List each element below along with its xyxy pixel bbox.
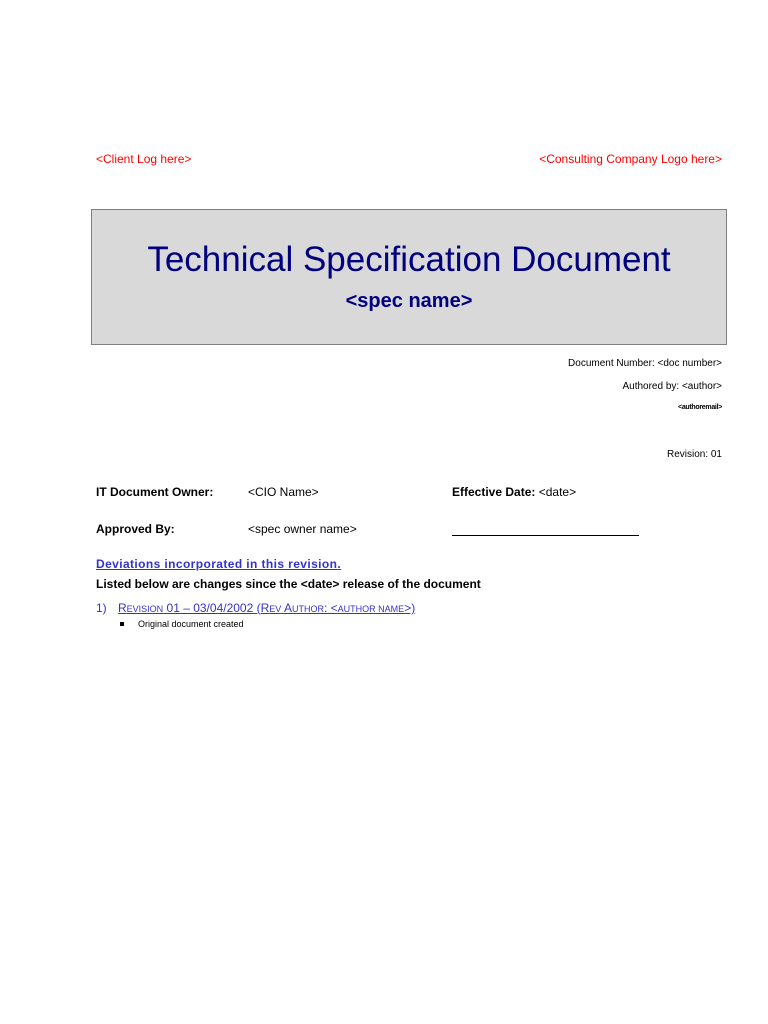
revision-number: Revision: 01 — [666, 449, 722, 460]
approved-label: Approved By: — [96, 522, 175, 536]
owner-value: <CIO Name> — [248, 485, 319, 499]
bullet-icon — [120, 622, 124, 626]
revision-bullet-item — [120, 619, 244, 629]
document-number: Document Number: <doc number> — [568, 358, 722, 369]
effective-date-value: <date> — [535, 485, 577, 499]
spec-name: <spec name> — [345, 290, 473, 312]
effective-date-label: Effective Date: — [452, 485, 536, 499]
document-title: Technical Specification Document — [147, 240, 671, 279]
revision-entry — [96, 601, 415, 615]
title-box — [91, 209, 727, 345]
approved-value: <spec owner name> — [248, 522, 357, 536]
revision-entry-number: 1) — [96, 601, 107, 615]
authored-by: Authored by: <author> — [622, 381, 722, 392]
deviations-intro: Listed below are changes since the <date> release of the document — [96, 577, 481, 591]
effective-date — [452, 485, 576, 499]
owner-label: IT Document Owner: — [96, 485, 214, 499]
signature-line — [452, 535, 639, 536]
author-email: <authoremail> — [678, 404, 722, 411]
bullet-text: Original document created — [138, 619, 244, 629]
client-logo-placeholder: <Client Log here> — [96, 152, 192, 166]
deviations-heading: Deviations incorporated in this revision. — [96, 557, 342, 571]
revision-entry-link[interactable]: REVISION 01 – 03/04/2002 (REV AUTHOR: <AUTHOR NAME>) — [118, 601, 416, 615]
consulting-logo-placeholder: <Consulting Company Logo here> — [539, 152, 722, 166]
